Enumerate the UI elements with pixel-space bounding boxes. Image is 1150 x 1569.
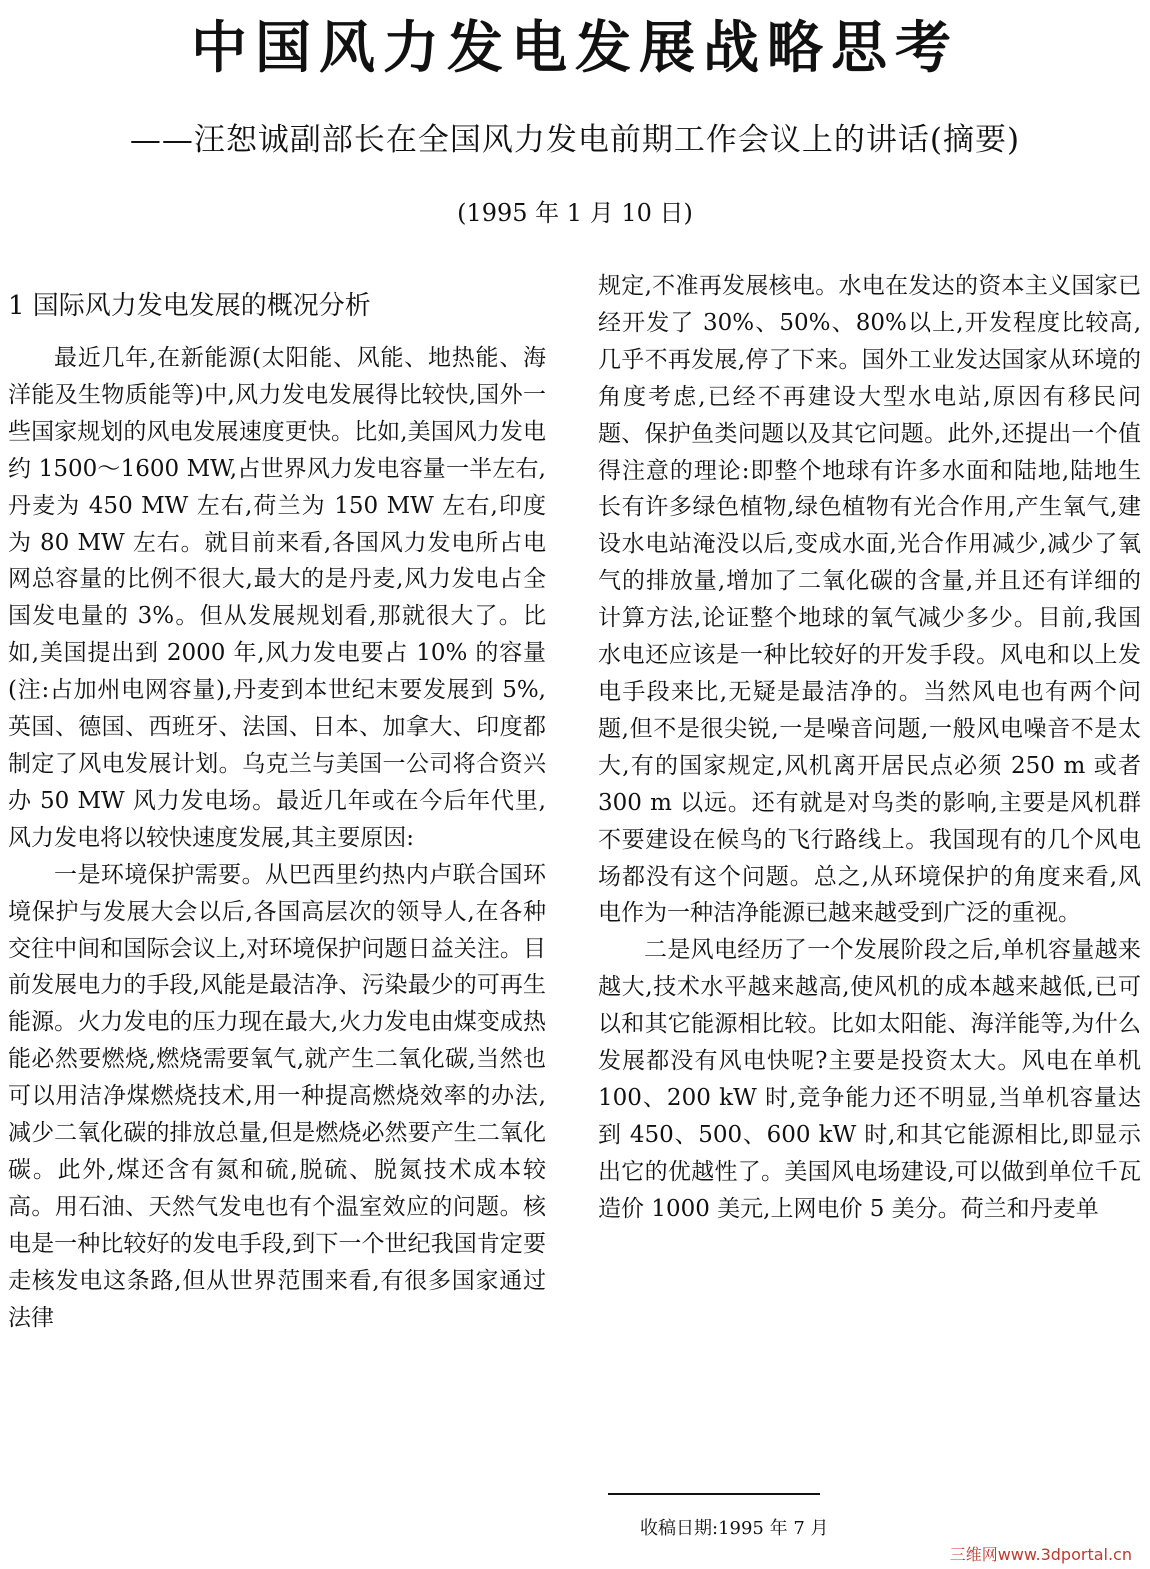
section-heading: 1 国际风力发电发展的概况分析 [8,291,371,321]
body-paragraph-continued: 规定,不准再发展核电。水电在发达的资本主义国家已经开发了 30%、50%、80%以上,开发程度比较高,几乎不再发展,停了下来。国外工业发达国家从环境的角度考虑,已经不再建设大型水电站,原因有移民问题、保护鱼类问题以及其它问题。此外,还提出一个值得注意的理论:即整个地球有许多水面和陆地,陆地生长有许多绿色植物,绿色植物有光合作用,产生氧气,建设水电站淹没以后,变成水面,光合作用减少,减少了氧气的排放量,增加了二氧化碳的含量,并且还有详细的计算方法,论证整个地球的氧气减少多少。目前,我国水电还应该是一种比较好的开发手段。风电和以上发电手段来比,无疑是最洁净的。当然风电也有两个问题,但不是很尖锐,一是噪音问题,一般风电噪音不是太大,有的国家规定,风机离开居民点必须 250 m 或者 300 m 以远。还有就是对鸟类的影响,主要是风机群不要建设在候鸟的飞行路线上。我国现有的几个风电场都没有这个问题。总之,从环境保护的角度来看,风电作为一种洁净能源已越来越受到广泛的重视。 [598,273,1141,927]
footnote-received-date: 收稿日期:1995 年 7 月 [640,1518,829,1539]
body-paragraph: 一是环境保护需要。从巴西里约热内卢联合国环境保护与发展大会以后,各国高层次的领导人,在各种交往中间和国际会议上,对环境保护问题日益关注。目前发展电力的手段,风能是最洁净、污染最少的可再生能源。火力发电的压力现在最大,火力发电由煤变成热能必然要燃烧,燃烧需要氧气,就产生二氧化碳,当然也可以用洁净煤燃烧技术,用一种提高燃烧效率的办法,减少二氧化碳的排放总量,但是燃烧必然要产生二氧化碳。此外,煤还含有氮和硫,脱硫、脱氮技术成本较高。用石油、天然气发电也有个温室效应的问题。核电是一种比较好的发电手段,到下一个世纪我国肯定要走核发电这条路,但从世界范围来看,有很多国家通过法律 [8,861,546,1331]
article-subtitle: ——汪恕诚副部长在全国风力发电前期工作会议上的讲话(摘要) [129,122,1021,158]
article-date: (1995 年 1 月 10 日) [457,199,693,227]
right-column [598,268,1141,1228]
site-watermark: 三维网www.3dportal.cn [949,1545,1132,1564]
article-title: 中国风力发电发展战略思考 [191,16,959,81]
left-column [8,268,546,1336]
footnote-divider [608,1493,820,1495]
body-paragraph: 二是风电经历了一个发展阶段之后,单机容量越来越大,技术水平越来越高,使风机的成本越来越低,已可以和其它能源相比较。比如太阳能、海洋能等,为什么发展都没有风电快呢?主要是投资太大。风电在单机 100、200 kW 时,竞争能力还不明显,当单机容量达到 450、500、600 kW 时,和其它能源相比,即显示出它的优越性了。美国风电场建设,可以做到单位千瓦造价 1000 美元,上网电价 5 美分。荷兰和丹麦单 [598,937,1141,1222]
body-paragraph: 最近几年,在新能源(太阳能、风能、地热能、海洋能及生物质能等)中,风力发电发展得比较快,国外一些国家规划的风电发展速度更快。比如,美国风力发电约 1500～1600 MW,占世界风力发电容量一半左右,丹麦为 450 MW 左右,荷兰为 150 MW 左右,印度为 80 MW 左右。就目前来看,各国风力发电所占电网总容量的比例不很大,最大的是丹麦,风力发电占全国发电量的 3%。但从发展规划看,那就很大了。比如,美国提出到 2000 年,风力发电要占 10% 的容量(注:占加州电网容量),丹麦到本世纪末要发展到 5%,英国、德国、西班牙、法国、日本、加拿大、印度都制定了风电发展计划。乌克兰与美国一公司将合资兴办 50 MW 风力发电场。最近几年或在今后年代里,风力发电将以较快速度发展,其主要原因: [8,345,546,851]
